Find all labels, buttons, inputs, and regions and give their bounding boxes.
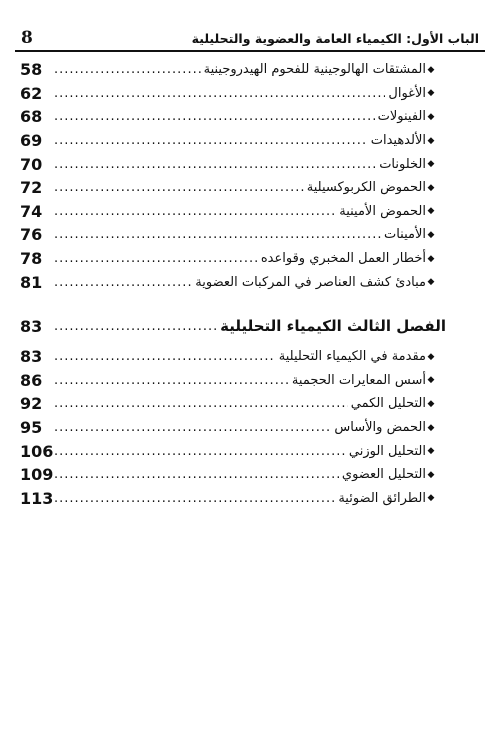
toc-entry-page-number: 109 <box>20 465 54 485</box>
toc-entry-page-number: 62 <box>20 83 43 103</box>
bullet-icon: ◆ <box>427 64 435 75</box>
toc-entry-label: الحموض الكربوكسيلية <box>306 180 426 196</box>
toc-entry[interactable] <box>20 247 436 271</box>
dot-leader <box>54 133 368 148</box>
bullet-icon: ◆ <box>427 446 435 457</box>
dot-leader <box>54 275 192 290</box>
bullet-icon: ◆ <box>427 375 435 386</box>
toc-entry[interactable] <box>20 129 436 153</box>
bullet-icon: ◆ <box>427 351 435 362</box>
toc-entry-page-number: 70 <box>20 154 43 174</box>
page-number: 8 <box>21 28 33 48</box>
bullet-icon: ◆ <box>427 182 435 193</box>
toc-entry-page-number: 95 <box>20 418 43 438</box>
dot-leader <box>54 491 335 506</box>
toc-entry-page-number: 58 <box>20 60 43 80</box>
toc-entry-label: التحليل العضوي <box>341 467 426 483</box>
toc-entry[interactable] <box>20 416 436 440</box>
bullet-icon: ◆ <box>427 206 435 217</box>
bullet-icon: ◆ <box>427 135 435 146</box>
dot-leader <box>54 420 331 435</box>
dot-leader <box>54 319 217 334</box>
toc-entry[interactable] <box>20 463 436 487</box>
toc-entry[interactable] <box>20 345 436 369</box>
dot-leader <box>54 444 346 459</box>
bullet-icon: ◆ <box>427 493 435 504</box>
dot-leader <box>54 204 336 219</box>
toc-entry-page-number: 76 <box>20 225 43 245</box>
chapter-page-number: 83 <box>20 316 43 336</box>
toc-entry-label: مقدمة في الكيمياء التحليلية <box>278 349 426 365</box>
dot-leader <box>54 349 276 364</box>
toc-entry[interactable] <box>20 200 436 224</box>
toc-entry-label: المشتقات الهالوجينية للفحوم الهيدروجينية <box>203 62 426 78</box>
bullet-icon: ◆ <box>427 159 435 170</box>
toc-entry-page-number: 74 <box>20 201 43 221</box>
toc-entry[interactable] <box>20 58 436 82</box>
toc-entry[interactable] <box>20 152 436 176</box>
toc-entry-page-number: 69 <box>20 131 43 151</box>
dot-leader <box>54 157 376 172</box>
toc-entry-label: التحليل الكمي <box>350 396 426 412</box>
chapter-title: الفصل الثالث الكيمياء التحليلية <box>220 317 446 335</box>
toc-entry[interactable] <box>20 82 436 106</box>
dot-leader <box>54 180 304 195</box>
toc-entry-label: أسس المعايرات الحجمية <box>291 372 426 388</box>
bullet-icon: ◆ <box>427 277 435 288</box>
toc-entry-label: الحموض الأمينية <box>339 203 426 219</box>
toc-entry-label: الأغوال <box>388 85 426 101</box>
toc-section-2 <box>20 345 436 510</box>
toc-entry-page-number: 78 <box>20 249 43 269</box>
toc-entry-page-number: 113 <box>20 488 54 508</box>
toc-entry[interactable] <box>20 392 436 416</box>
bullet-icon: ◆ <box>427 111 435 122</box>
bullet-icon: ◆ <box>427 398 435 409</box>
chapter-heading[interactable] <box>20 313 446 339</box>
dot-leader <box>54 109 375 124</box>
toc-entry-page-number: 106 <box>20 441 54 461</box>
bullet-icon: ◆ <box>427 469 435 480</box>
toc-entry-label: الخلونات <box>379 156 426 172</box>
dot-leader <box>54 251 258 266</box>
bullet-icon: ◆ <box>427 88 435 99</box>
running-title: الباب الأول: الكيمياء العامة والعضوية والتحليلية <box>191 31 479 46</box>
toc-entry-page-number: 86 <box>20 370 43 390</box>
toc-entry-label: الألدهيدات <box>370 133 426 149</box>
dot-leader <box>54 62 201 77</box>
toc-entry[interactable] <box>20 487 436 511</box>
toc-entry[interactable] <box>20 223 436 247</box>
toc-entry-label: الأمينات <box>383 227 426 243</box>
bullet-icon: ◆ <box>427 229 435 240</box>
toc-entry[interactable] <box>20 176 436 200</box>
dot-leader <box>54 467 339 482</box>
toc-entry-page-number: 92 <box>20 394 43 414</box>
toc-entry-label: أخطار العمل المخبري وقواعده <box>260 251 426 267</box>
toc-entry-page-number: 68 <box>20 107 43 127</box>
toc-entry[interactable] <box>20 369 436 393</box>
toc-entry-label: الحمض والأساس <box>334 420 426 436</box>
dot-leader <box>54 227 381 242</box>
toc-entry-label: مبادئ كشف العناصر في المركبات العضوية <box>195 274 426 290</box>
toc-section-1 <box>20 58 436 294</box>
toc-entry-label: الفينولات <box>377 109 426 125</box>
bullet-icon: ◆ <box>427 253 435 264</box>
dot-leader <box>54 86 385 101</box>
toc-entry-label: التحليل الوزني <box>348 443 426 459</box>
page-header <box>15 24 485 52</box>
toc-entry-page-number: 83 <box>20 347 43 367</box>
toc-entry-page-number: 72 <box>20 178 43 198</box>
toc-entry[interactable] <box>20 439 436 463</box>
dot-leader <box>54 396 348 411</box>
toc-entry-page-number: 81 <box>20 272 43 292</box>
toc-entry-label: الطرائق الضوئية <box>338 490 426 506</box>
bullet-icon: ◆ <box>427 422 435 433</box>
toc-entry[interactable] <box>20 270 436 294</box>
dot-leader <box>54 373 289 388</box>
toc-entry[interactable] <box>20 105 436 129</box>
